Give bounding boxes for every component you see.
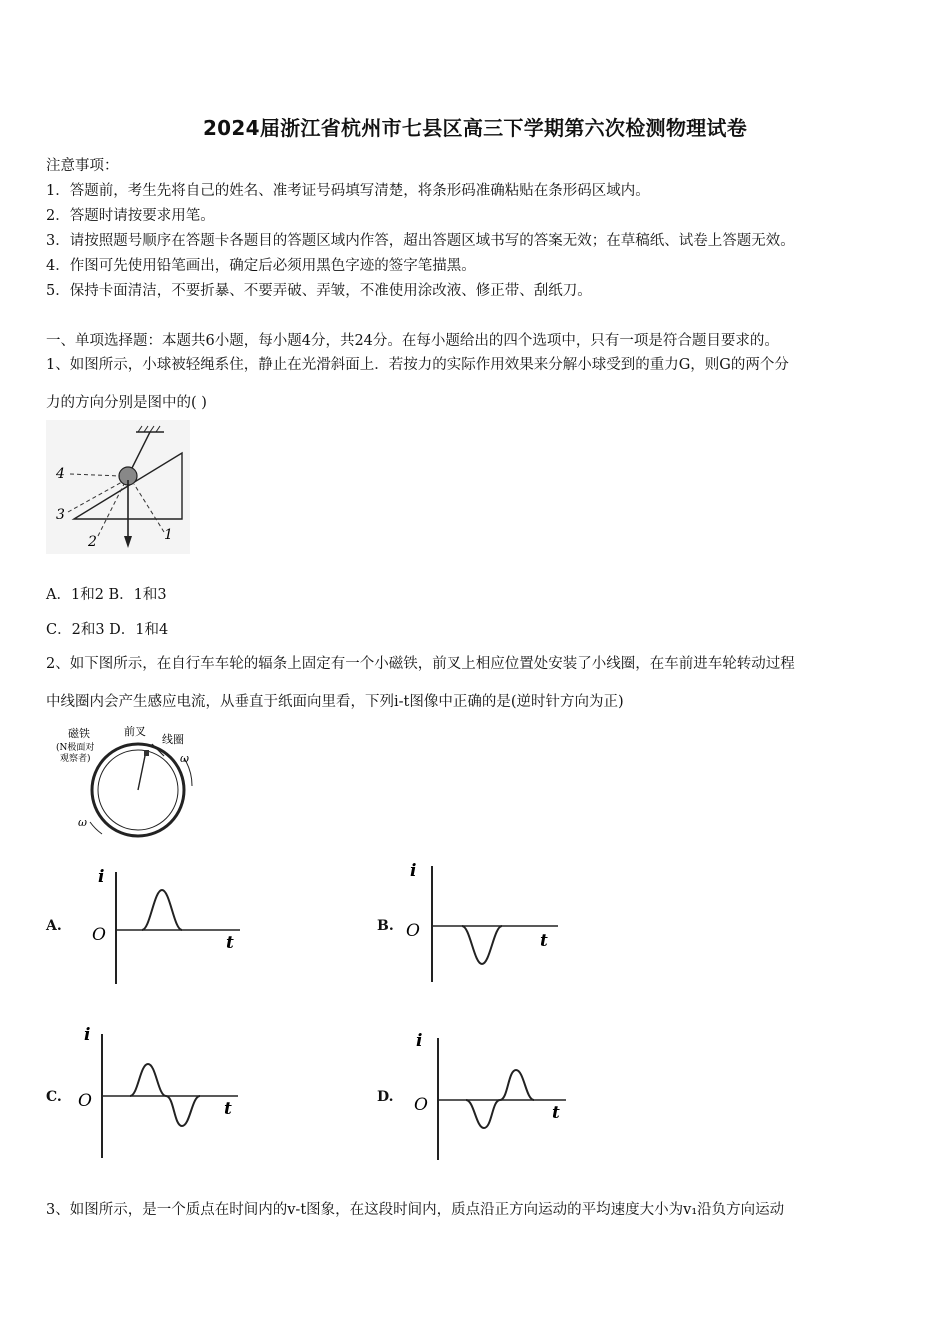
notice-heading: 注意事项：	[46, 158, 119, 174]
origin-label: O	[414, 1095, 428, 1115]
question-1-options: C．2和3 D．1和4	[46, 622, 169, 638]
graph-c	[74, 1018, 244, 1162]
fig-label: 磁铁	[68, 727, 90, 740]
option-label: A.	[46, 918, 62, 934]
question-1-options: A．1和2 B．1和3	[46, 587, 167, 603]
origin-label: O	[92, 925, 106, 945]
fig-label: 2	[88, 534, 97, 550]
notice-item: 3．请按照题号顺序在答题卡各题目的答题区域内作答，超出答题区域书写的答案无效；在草稿纸、试卷上答题无效。	[46, 233, 795, 249]
fig-label: 观察者)	[60, 754, 91, 764]
incline-ball-figure	[46, 420, 190, 554]
page-title: 2024届浙江省杭州市七县区高三下学期第六次检测物理试卷	[202, 116, 748, 140]
fig-label: 1	[164, 527, 173, 543]
y-axis-label: i	[84, 1025, 91, 1045]
origin-label: O	[78, 1091, 92, 1111]
x-axis-label: t	[224, 1099, 232, 1119]
notice-item: 2．答题时请按要求用笔。	[46, 208, 215, 224]
y-axis-label: i	[410, 861, 417, 881]
fig-label: (N极面对	[56, 743, 95, 753]
fig-label: 3	[56, 507, 65, 523]
fig-label: ω	[78, 816, 87, 829]
question-1-stem: 力的方向分别是图中的( )	[46, 395, 207, 411]
option-label: C.	[46, 1089, 62, 1105]
x-axis-label: t	[540, 931, 548, 951]
fig-label: 线圈	[162, 733, 184, 746]
question-2-stem: 中线圈内会产生感应电流，从垂直于纸面向里看，下列i-t图像中正确的是(逆时针方向为正)	[46, 694, 624, 710]
y-axis-label: i	[98, 867, 105, 887]
fig-label: 前叉	[124, 726, 146, 738]
option-label: B.	[377, 918, 394, 934]
question-1-stem: 1、如图所示，小球被轻绳系住，静止在光滑斜面上．若按力的实际作用效果来分解小球受到的重力G，则G的两个分	[46, 357, 789, 373]
graph-a	[84, 858, 244, 990]
notice-item: 4．作图可先使用铅笔画出，确定后必须用黑色字迹的签字笔描黑。	[46, 258, 476, 274]
fig-label: 4	[56, 466, 65, 482]
graph-d	[408, 1024, 572, 1164]
notice-item: 5．保持卡面清洁，不要折暴、不要弄破、弄皱，不准使用涂改液、修正带、刮纸刀。	[46, 283, 592, 299]
bicycle-wheel-figure	[52, 726, 202, 838]
graph-b	[398, 852, 562, 986]
fig-label: ω	[180, 752, 189, 765]
option-label: D.	[377, 1089, 394, 1105]
question-2-stem: 2、如下图所示，在自行车车轮的辐条上固定有一个小磁铁，前叉上相应位置处安装了小线圈，在车前进车轮转动过程	[46, 656, 795, 672]
section-heading: 一、单项选择题：本题共6小题，每小题4分，共24分。在每小题给出的四个选项中，只有一项是符合题目要求的。	[46, 333, 779, 349]
x-axis-label: t	[226, 933, 234, 953]
origin-label: O	[406, 921, 420, 941]
question-3-stem: 3、如图所示，是一个质点在时间内的v-t图象，在这段时间内，质点沿正方向运动的平均速度大小为v₁沿负方向运动	[46, 1202, 785, 1218]
notice-item: 1．答题前，考生先将自己的姓名、准考证号码填写清楚，将条形码准确粘贴在条形码区域内。	[46, 183, 650, 199]
y-axis-label: i	[416, 1031, 423, 1051]
x-axis-label: t	[552, 1103, 560, 1123]
